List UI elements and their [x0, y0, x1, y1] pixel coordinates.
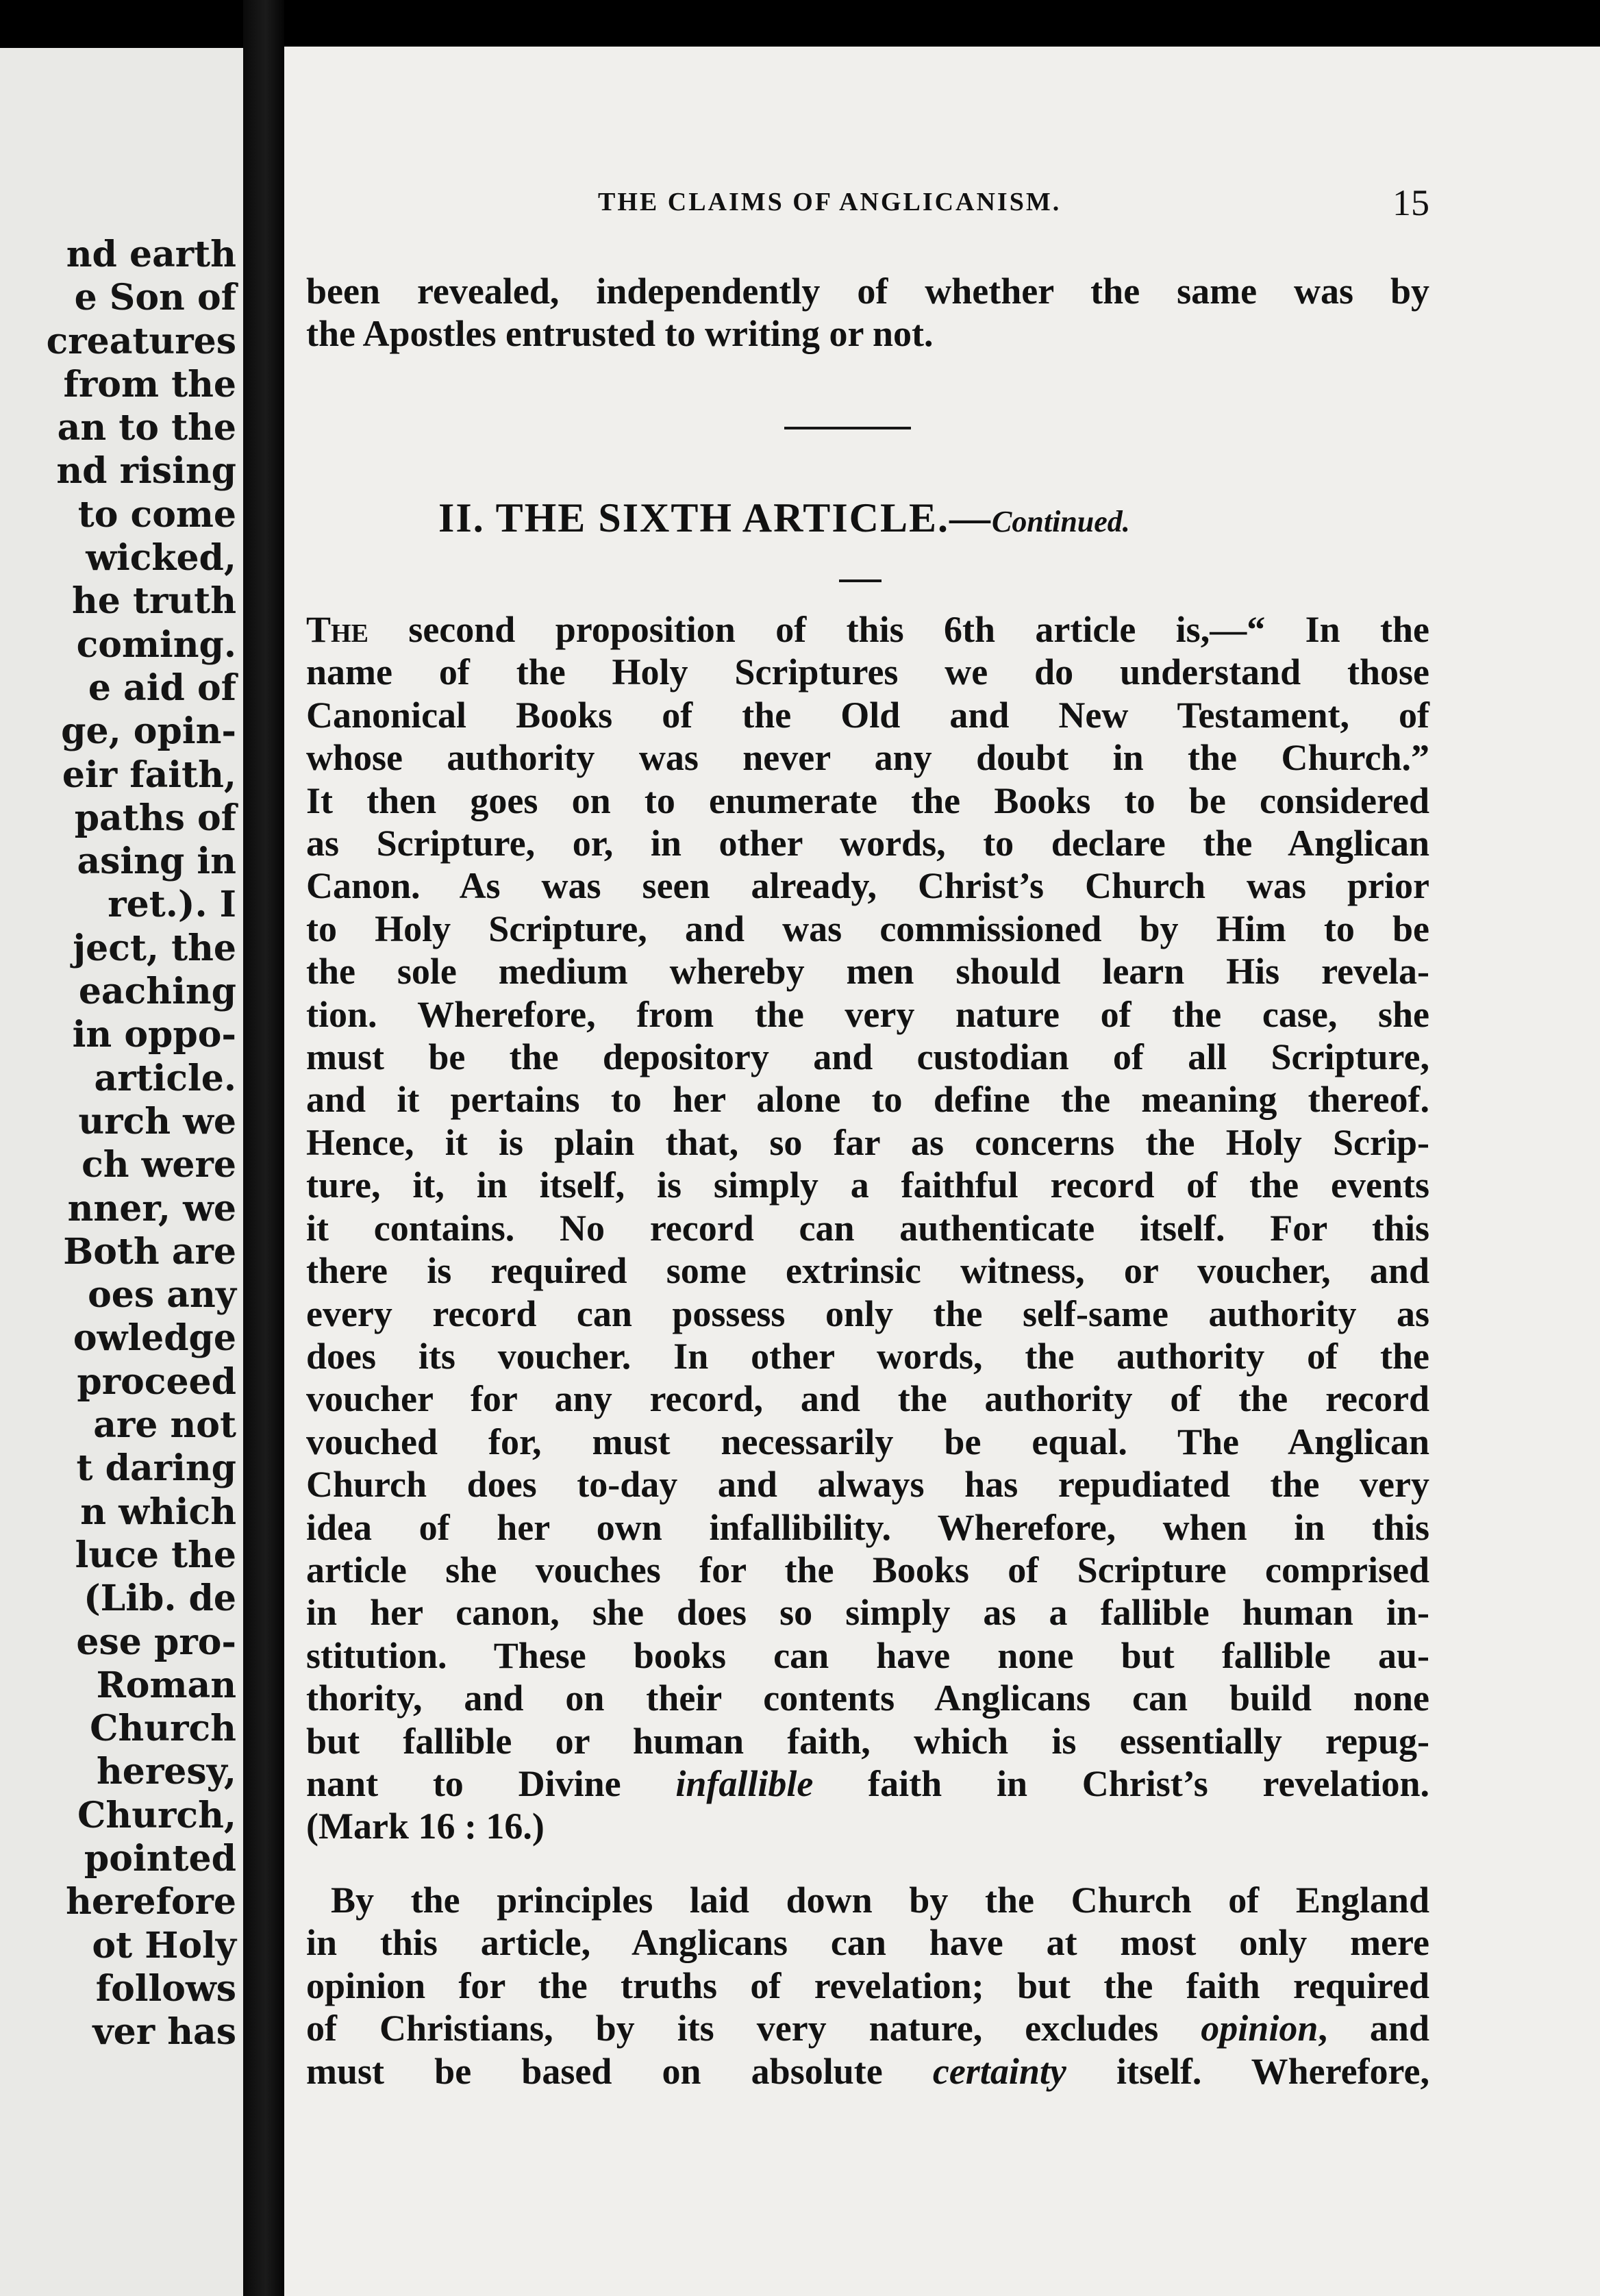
text-line: ture, it, in itself, is simply a faithful record of the events	[306, 1164, 1429, 1206]
text-line: voucher for any record, and the authority of the record	[306, 1378, 1429, 1420]
text-line	[306, 2050, 1429, 2093]
section-heading-title: II. THE SIXTH ARTICLE.—	[438, 495, 992, 540]
text-line: must be the depository and custodian of all Scripture,	[306, 1036, 1429, 1078]
text-line: tion. Wherefore, from the very nature of the case, she	[306, 993, 1429, 1035]
text-line: (Mark 16 : 16.)	[306, 1806, 545, 1847]
left-page-text	[47, 233, 236, 2054]
left-page-line: are not	[93, 1404, 236, 1447]
left-page-line: ver has	[92, 2011, 236, 2054]
text-line-rest: second proposition of this 6th article is,—“ In the	[368, 609, 1429, 650]
text-line: whose authority was never any doubt in the Church.”	[306, 737, 1429, 779]
page-15	[284, 47, 1600, 2296]
left-page-line: ot Holy	[92, 1924, 236, 1967]
left-page-line: to come	[77, 493, 236, 536]
left-page-line: nd earth	[66, 234, 236, 275]
text-line: name of the Holy Scriptures we do understand those	[306, 651, 1429, 693]
text-line: it contains. No record can authenticate itself. For this	[306, 1207, 1429, 1249]
text-line: every record can possess only the self-same authority as	[306, 1293, 1429, 1334]
left-page-line: in oppo-	[72, 1014, 236, 1056]
opening-paragraph	[306, 270, 1429, 355]
section-heading	[438, 495, 1130, 542]
text-line: in her canon, she does so simply as a fallible human in-	[306, 1592, 1429, 1634]
left-page-line: eir faith,	[62, 753, 236, 796]
left-page-line: wicked,	[86, 537, 236, 579]
left-page-line: paths of	[74, 797, 236, 839]
left-page-line: from the	[63, 363, 236, 405]
left-page-line: n which	[80, 1490, 236, 1533]
left-page-line: proceed	[77, 1360, 236, 1403]
text-line: there is required some extrinsic witness, or voucher, and	[306, 1250, 1429, 1292]
left-page-line: t daring	[76, 1447, 236, 1490]
left-page-line: pointed	[84, 1837, 236, 1880]
text-line: been revealed, independently of whether the same was by	[306, 271, 1429, 312]
text-line: Hence, it is plain that, so far as concerns the Holy Scrip-	[306, 1121, 1429, 1163]
text-line: Canon. As was seen already, Christ’s Church was prior	[306, 865, 1429, 907]
left-page-line: follows	[95, 1967, 236, 2010]
running-head: THE CLAIMS OF ANGLICANISM.	[598, 188, 1062, 216]
left-page-line: e Son of	[74, 277, 236, 319]
left-page-line: owledge	[73, 1317, 236, 1360]
text-line: vouched for, must necessarily be equal. The Anglican	[306, 1421, 1429, 1462]
text-line: does its voucher. In other words, the authority of the	[306, 1335, 1429, 1377]
italic-word: certainty	[932, 2050, 1066, 2092]
section-divider-rule	[784, 427, 911, 429]
text-segment: of Christians, by its very nature, excludes	[306, 2008, 1201, 2049]
text-line: By the principles laid down by the Church of England	[331, 1880, 1429, 1921]
text-segment: must be based on absolute	[306, 2050, 933, 2092]
text-segment: itself. Wherefore,	[1066, 2050, 1429, 2092]
book-gutter	[243, 0, 284, 2296]
page-header	[284, 182, 1600, 235]
left-page-line: luce the	[75, 1534, 236, 1576]
text-line: Canonical Books of the Old and New Testament, of	[306, 694, 1429, 736]
text-line: It then goes on to enumerate the Books to be considered	[306, 779, 1429, 821]
italic-word: infallible	[675, 1762, 814, 1804]
left-page-line: nner, we	[67, 1187, 236, 1230]
left-page-line: (Lib. de	[84, 1577, 236, 1620]
left-page-line: herefore	[66, 1881, 236, 1923]
left-facing-page	[0, 48, 243, 2296]
paragraph-2	[306, 1879, 1429, 2093]
page-number: 15	[1392, 182, 1429, 223]
text-line: Church does to-day and always has repudiated the very	[306, 1464, 1429, 1506]
text-line: to Holy Scripture, and was commissioned by Him to be	[306, 908, 1429, 949]
left-page-line: creatures	[46, 320, 236, 362]
left-page-line: an to the	[57, 407, 236, 449]
text-line	[306, 1762, 1429, 1805]
paragraph-1	[306, 608, 1429, 1848]
section-heading-continued: Continued.	[992, 505, 1130, 538]
left-page-line: coming.	[76, 623, 236, 666]
left-page-line: Roman	[96, 1664, 236, 1706]
drop-word: The	[306, 609, 368, 650]
text-line: idea of her own infallibility. Wherefore, when in this	[306, 1506, 1429, 1548]
text-line: article she vouches for the Books of Scripture comprised	[306, 1549, 1429, 1590]
text-line: the sole medium whereby men should learn His revela-	[306, 951, 1429, 993]
text-line: thority, and on their contents Anglicans can build none	[306, 1677, 1429, 1719]
left-page-line: ge, opin-	[61, 710, 236, 753]
text-line: as Scripture, or, in other words, to declare the Anglican	[306, 823, 1429, 864]
left-page-line: ese pro-	[76, 1621, 236, 1663]
text-line: in this article, Anglicans can have at most only mere	[306, 1922, 1429, 1964]
left-page-line: heresy,	[97, 1751, 236, 1793]
short-rule	[839, 579, 882, 582]
text-segment: , and	[1318, 2008, 1429, 2049]
left-page-line: he truth	[71, 580, 236, 623]
left-page-line: Church,	[77, 1794, 236, 1836]
text-line: the Apostles entrusted to writing or not.	[306, 313, 934, 355]
left-page-line: ch were	[82, 1144, 236, 1186]
left-page-line: ject, the	[73, 927, 236, 969]
left-page-line: e aid of	[88, 666, 236, 709]
text-line	[306, 608, 1429, 651]
italic-word: opinion	[1201, 2008, 1318, 2049]
text-line: but fallible or human faith, which is essentially repug-	[306, 1720, 1429, 1762]
left-page-line: nd rising	[56, 450, 236, 492]
text-line	[306, 2007, 1429, 2049]
text-line: stitution. These books can have none but fallible au-	[306, 1634, 1429, 1676]
left-page-line: Church	[90, 1708, 236, 1750]
left-page-line: eaching	[78, 971, 236, 1013]
left-page-line: article.	[94, 1057, 236, 1099]
left-page-line: Both are	[63, 1230, 236, 1273]
left-page-line: ret.). I	[108, 884, 236, 926]
text-segment: faith in Christ’s revelation.	[813, 1762, 1429, 1804]
text-line: and it pertains to her alone to define the meaning thereof.	[306, 1079, 1429, 1121]
text-segment: nant to Divine	[306, 1762, 676, 1804]
text-line: opinion for the truths of revelation; but the faith required	[306, 1964, 1429, 2006]
left-page-line: urch we	[78, 1100, 236, 1143]
left-page-line: oes any	[88, 1274, 236, 1317]
left-page-line: asing in	[77, 840, 236, 883]
